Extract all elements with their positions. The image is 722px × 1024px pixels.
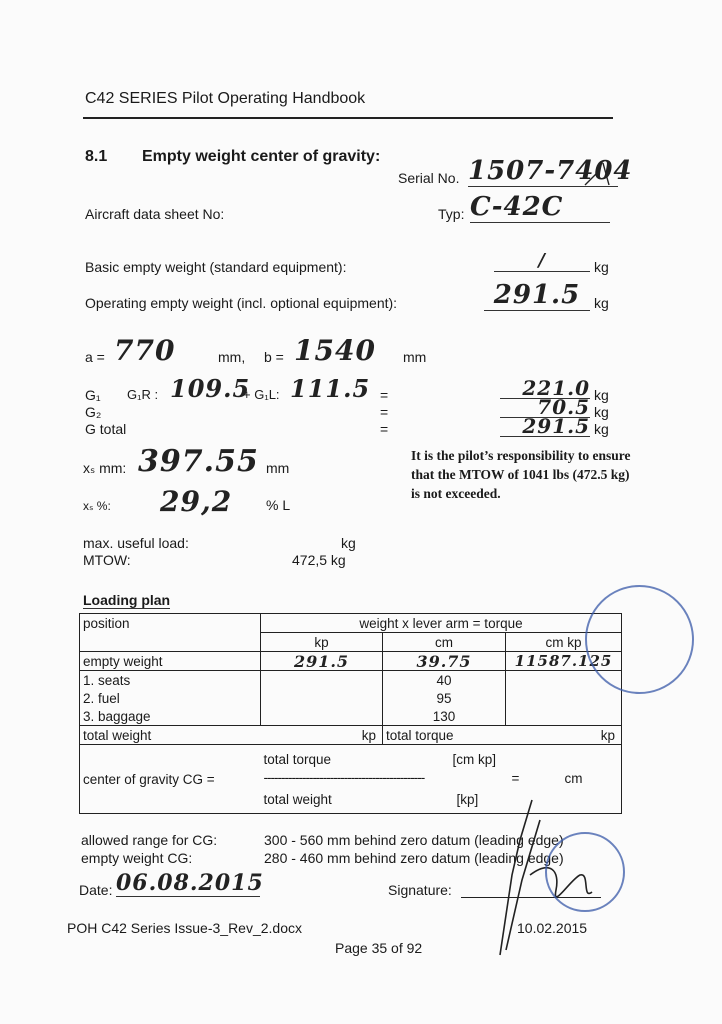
gtotal-value: 291.5 <box>500 416 590 437</box>
gtotal-unit: kg <box>594 421 609 437</box>
type-label: Typ: <box>438 206 465 222</box>
table-row <box>80 689 622 707</box>
date-label: Date: <box>79 882 113 898</box>
cg-numerator-unit: [cm kp] <box>452 752 497 767</box>
cg-denominator-unit: [kp] <box>456 792 479 807</box>
footer-date: 10.02.2015 <box>517 920 588 936</box>
table-row <box>80 707 622 726</box>
row-cmkp <box>506 689 622 707</box>
gtotal-eq: = <box>380 421 389 437</box>
official-stamp-bottom <box>545 832 625 912</box>
g1-label: G₁ <box>85 387 101 403</box>
total-torque-label: total torque <box>386 727 454 743</box>
xs-mm-value: 397.55 <box>138 444 259 479</box>
g2-value: 70.5 <box>500 397 590 418</box>
handwritten-mark <box>575 155 625 205</box>
mtow-value: 472,5 kg <box>292 552 346 568</box>
cg-numerator: total torque <box>263 752 332 767</box>
useful-load-label: max. useful load: <box>83 535 189 551</box>
xs-pct-value: 29,2 <box>160 485 233 518</box>
g2-label: G₂ <box>85 404 102 420</box>
unit-cm: cm <box>383 633 506 652</box>
footer-doc: POH C42 Series Issue-3_Rev_2.docx <box>67 920 302 936</box>
total-weight-unit: kp <box>361 727 376 743</box>
cg-unit: cm <box>564 771 583 786</box>
row-cm: 39.75 <box>383 652 506 671</box>
row-cm: 130 <box>383 707 506 726</box>
page-number: Page 35 of 92 <box>335 940 423 956</box>
a-value: 770 <box>114 334 176 367</box>
g2-eq: = <box>380 404 389 420</box>
b-label: b = <box>264 349 284 365</box>
basic-empty-value: / <box>494 250 590 272</box>
date-value: 06.08.2015 <box>116 870 264 896</box>
serial-value: 1507-7404 <box>468 156 633 186</box>
row-name: empty weight <box>80 652 261 671</box>
row-name: 2. fuel <box>80 689 261 707</box>
type-value: C-42C <box>470 192 610 223</box>
row-cmkp <box>506 707 622 726</box>
g1-unit: kg <box>594 387 609 403</box>
unit-cmkp: cm kp <box>506 633 622 652</box>
totals-row <box>80 726 622 745</box>
table-row <box>80 671 622 690</box>
b-value: 1540 <box>294 334 376 367</box>
empty-cg-label: empty weight CG: <box>81 850 193 866</box>
b-unit: mm <box>403 349 427 365</box>
cg-fraction-line: ---------------------------------------------- <box>263 770 425 785</box>
table-row <box>80 652 622 671</box>
operating-empty-unit: kg <box>594 295 609 311</box>
table-unit-row <box>80 633 622 652</box>
operating-empty-value: 291.5 <box>484 280 590 311</box>
header-rule <box>83 117 613 119</box>
table-header-row <box>80 614 622 633</box>
col-position-header: position <box>80 614 261 633</box>
g1-value: 221.0 <box>500 378 590 399</box>
official-stamp-top <box>585 585 694 694</box>
g1l-value: 111.5 <box>290 374 371 403</box>
a-label: a = <box>85 349 105 365</box>
row-kp <box>261 671 383 690</box>
unit-kp: kp <box>261 633 383 652</box>
operating-empty-label: Operating empty weight (incl. optional equipment): <box>85 295 398 311</box>
datasheet-label: Aircraft data sheet No: <box>85 206 225 222</box>
col-torque-header: weight x lever arm = torque <box>261 614 622 633</box>
row-kp <box>261 707 383 726</box>
xs-mm-label: xₛ mm: <box>83 460 127 476</box>
basic-empty-unit: kg <box>594 259 609 275</box>
xs-mm-unit: mm <box>266 460 290 476</box>
page-header: C42 SERIES Pilot Operating Handbook <box>85 90 366 107</box>
allowed-range-value: 300 - 560 mm behind zero datum (leading edge) <box>264 832 564 848</box>
empty-cg-value: 280 - 460 mm behind zero datum (leading edge) <box>264 850 564 866</box>
loading-plan-title: Loading plan <box>83 592 171 608</box>
section-title: Empty weight center of gravity: <box>142 148 381 165</box>
mtow-label: MTOW: <box>83 552 131 568</box>
cg-denominator: total weight <box>263 792 332 807</box>
row-name: 3. baggage <box>80 707 261 726</box>
xs-pct-unit: % L <box>266 497 291 513</box>
row-name: 1. seats <box>80 671 261 690</box>
g1r-label: G₁R : <box>127 387 159 402</box>
g2-unit: kg <box>594 404 609 420</box>
row-kp <box>261 689 383 707</box>
row-cm: 95 <box>383 689 506 707</box>
signature-label: Signature: <box>388 882 452 898</box>
basic-empty-label: Basic empty weight (standard equipment): <box>85 259 347 275</box>
g1r-value: 109.5 <box>170 374 251 403</box>
mtow-note: It is the pilot’s responsibility to ensure that the MTOW of 1041 lbs (472.5 kg) is not exceeded. <box>411 448 631 501</box>
useful-load-unit: kg <box>341 535 356 551</box>
g1l-label: + G₁L: <box>243 387 280 402</box>
gtotal-label: G total <box>85 421 127 437</box>
total-weight-label: total weight <box>83 727 152 743</box>
row-cm: 40 <box>383 671 506 690</box>
row-kp: 291.5 <box>261 652 383 671</box>
cg-label: center of gravity CG = <box>80 745 261 814</box>
g1-eq: = <box>380 387 389 403</box>
cg-equals: = <box>511 771 520 786</box>
total-torque-unit: kp <box>600 727 615 743</box>
allowed-range-label: allowed range for CG: <box>81 832 218 848</box>
a-unit: mm, <box>218 349 246 365</box>
xs-pct-label: xₛ %: <box>83 499 111 513</box>
row-cmkp: 11587.125 <box>506 652 622 671</box>
serial-label: Serial No. <box>398 170 460 186</box>
section-number: 8.1 <box>85 148 108 165</box>
